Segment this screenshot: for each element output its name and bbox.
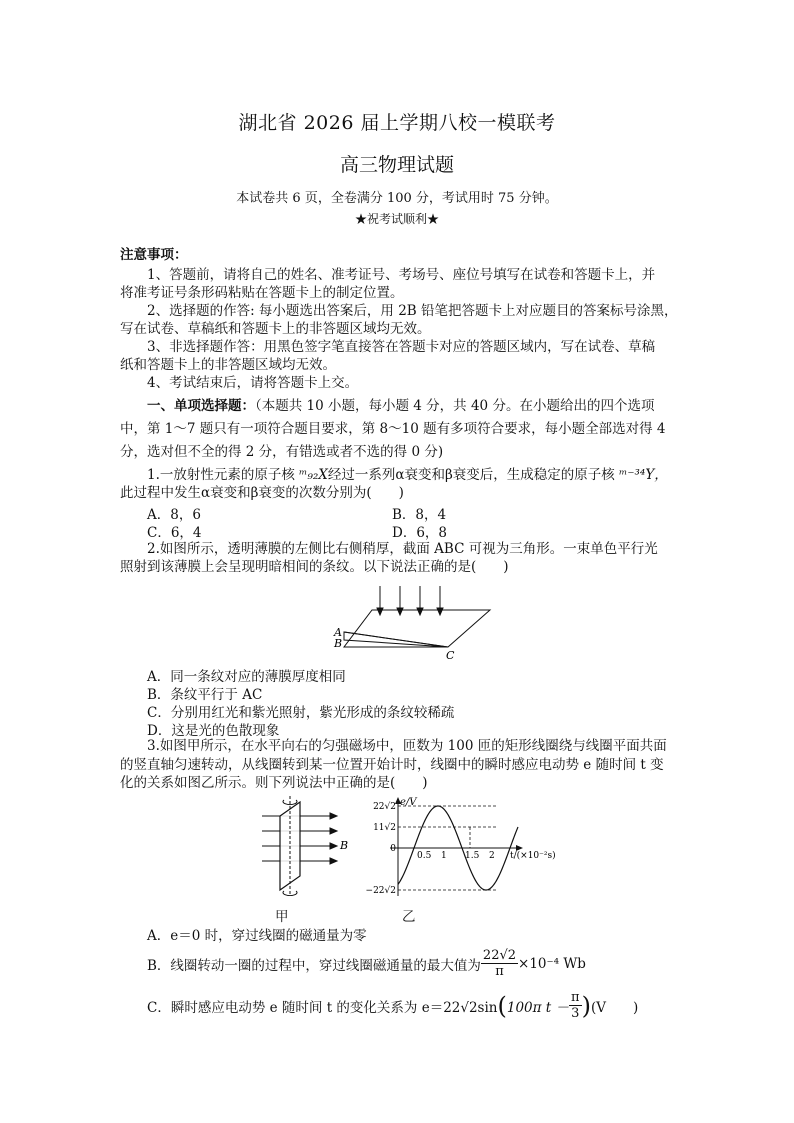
notice-item-3-line-1: 3、非选择题作答：用黑色签字笔直接答在答题卡对应的答题区域内，写在试卷、草稿: [147, 339, 656, 355]
fig-yi-caption: 乙: [402, 909, 416, 925]
q3-stem-line-2: 的竖直轴匀速转动，从线圈转到某一位置开始计时，线圈中的瞬时感应电动势 e 随时间 t 变: [120, 757, 664, 773]
exam-info: 本试卷共 6 页，全卷满分 100 分，考试用时 75 分钟。: [236, 191, 558, 206]
q2-option-b[interactable]: B．条纹平行于 AC: [147, 687, 263, 703]
notice-item-2-line-1: 2、选择题的作答: 每小题选出答案后，用 2B 铅笔把答题卡上对应题目的答案标号涂黑，: [147, 303, 678, 319]
x-axis-label: t/(×10⁻²s): [510, 851, 556, 861]
section1-desc-line-2: 中，第 1～7 题只有一项符合题目要求，第 8～10 题有多项符合要求，每小题全部选对得 4: [120, 421, 666, 437]
q1-stem-line-2: 此过程中发生α衰变和β衰变的次数分别为( ): [120, 485, 404, 501]
q3-option-b-tail: ×10⁻⁴ Wb: [518, 955, 586, 972]
section1-heading: 一、单项选择题：: [147, 398, 255, 414]
light-rays: [377, 586, 443, 615]
x-tick-label: 1: [441, 851, 447, 861]
notice-item-4: 4、考试结束后，请将答题卡上交。: [147, 375, 359, 391]
y-tick-label: −22√2: [365, 886, 396, 896]
q3-option-a[interactable]: A．e＝0 时，穿过线圈的磁通量为零: [147, 928, 367, 944]
q1-nucleus-y: ᵐ⁻³⁴Y，: [619, 467, 668, 483]
q3-option-b[interactable]: [147, 948, 586, 979]
x-tick-label: 1.5: [465, 851, 480, 861]
q1-stem-a: 1.一放射性元素的原子核: [147, 467, 300, 483]
y-tick-label: 0: [390, 844, 396, 854]
y-tick-label: 11√2: [373, 823, 396, 833]
q2-option-c[interactable]: C．分别用红光和紫光照射，紫光形成的条纹较稀疏: [147, 705, 455, 721]
y-tick-label: 22√2: [373, 802, 396, 812]
y-axis-label: e/V: [400, 797, 417, 808]
q3-stem-line-1: 3.如图甲所示，在水平向右的匀强磁场中，匝数为 100 匝的矩形线圈绕与线圈平面共面: [147, 738, 667, 754]
notice-item-1-line-1: 1、答题前，请将自己的姓名、准考证号、考场号、座位号填写在试卷和答题卡上，并: [147, 267, 656, 283]
frac-denominator: π: [495, 964, 504, 979]
b-field-label: B: [340, 839, 349, 852]
q1-nucleus-x: ᵐ₉₂X: [299, 467, 328, 483]
exam-title: 湖北省 2026 届上学期八校一模联考: [238, 112, 556, 134]
q3-option-c[interactable]: C．瞬时感应电动势 e 随时间 t 的变化关系为 e＝22√2sin ( 100π t － $\frac{\pi}{3}$ ) (V ): [147, 990, 639, 1021]
notice-heading: 注意事项：: [120, 247, 188, 263]
label-c: C: [446, 649, 455, 662]
wish-line: ★祝考试顺利★: [354, 212, 439, 226]
notice-item-1-line-2: 将准考证号条形码粘贴在答题卡上的制定位置。: [120, 285, 404, 301]
notice-item-3-line-2: 纸和答题卡上的非答题区域均无效。: [120, 357, 336, 373]
q3-option-c-mid: 100π t －: [506, 999, 570, 1016]
section1-desc-line-3: 分，选对但不全的得 2 分，有错选或者不选的得 0 分): [120, 444, 444, 460]
q1-stem-b: 经过一系列α衰变和β衰变后，生成稳定的原子核: [327, 467, 620, 483]
q3-option-b-text: B．线圈转动一圈的过程中，穿过线圈磁通量的最大值为: [147, 957, 481, 974]
q2-stem-line-2: 照射到该薄膜上会呈现明暗相间的条纹。以下说法正确的是( ): [120, 559, 509, 575]
frac-numerator: π: [571, 990, 580, 1005]
section1-desc-line-1: （本题共 10 小题，每小题 4 分，共 40 分。在小题给出的四个选项: [255, 398, 655, 414]
q3-option-b-fraction: [481, 948, 518, 979]
x-tick-label: 0.5: [417, 851, 432, 861]
q3-option-c-text: C．瞬时感应电动势 e 随时间 t 的变化关系为 e＝22√2sin: [147, 999, 498, 1016]
q1-option-b[interactable]: B．8，4: [392, 507, 447, 523]
notice-item-2-line-2: 写在试卷、草稿纸和答题卡上的非答题区域均无效。: [120, 321, 431, 337]
paper-title: 高三物理试题: [339, 154, 454, 176]
q2-stem-line-1: 2.如图所示，透明薄膜的左侧比右侧稍厚，截面 ABC 可视为三角形。一束单色平行光: [147, 541, 658, 557]
label-b: B: [334, 637, 343, 650]
e-t-chart: [350, 796, 580, 906]
q2-option-a[interactable]: A．同一条纹对应的薄膜厚度相同: [147, 669, 346, 685]
fig-jia-caption: 甲: [275, 909, 289, 925]
q1-stem-line-1: [147, 466, 668, 484]
x-tick-label: 2: [489, 851, 495, 861]
section1-intro: [147, 397, 654, 415]
label-a: A: [334, 626, 342, 639]
frac-numerator: 22√2: [482, 948, 517, 963]
q3-stem-line-3: 化的关系如图乙所示。则下列说法中正确的是( ): [120, 775, 428, 791]
coil-figure: [258, 796, 358, 896]
q2-option-d[interactable]: D．这是光的色散现象: [147, 723, 280, 739]
q1-option-d[interactable]: D．6，8: [392, 525, 448, 541]
q1-option-c[interactable]: C．6，4: [147, 525, 202, 541]
frac-denominator: 3: [571, 1006, 580, 1021]
q3-option-c-tail: (V ): [590, 999, 639, 1016]
q1-option-a[interactable]: A．8，6: [147, 507, 201, 523]
thin-film-figure: [326, 584, 496, 662]
q3-option-c-fraction: [569, 990, 582, 1021]
